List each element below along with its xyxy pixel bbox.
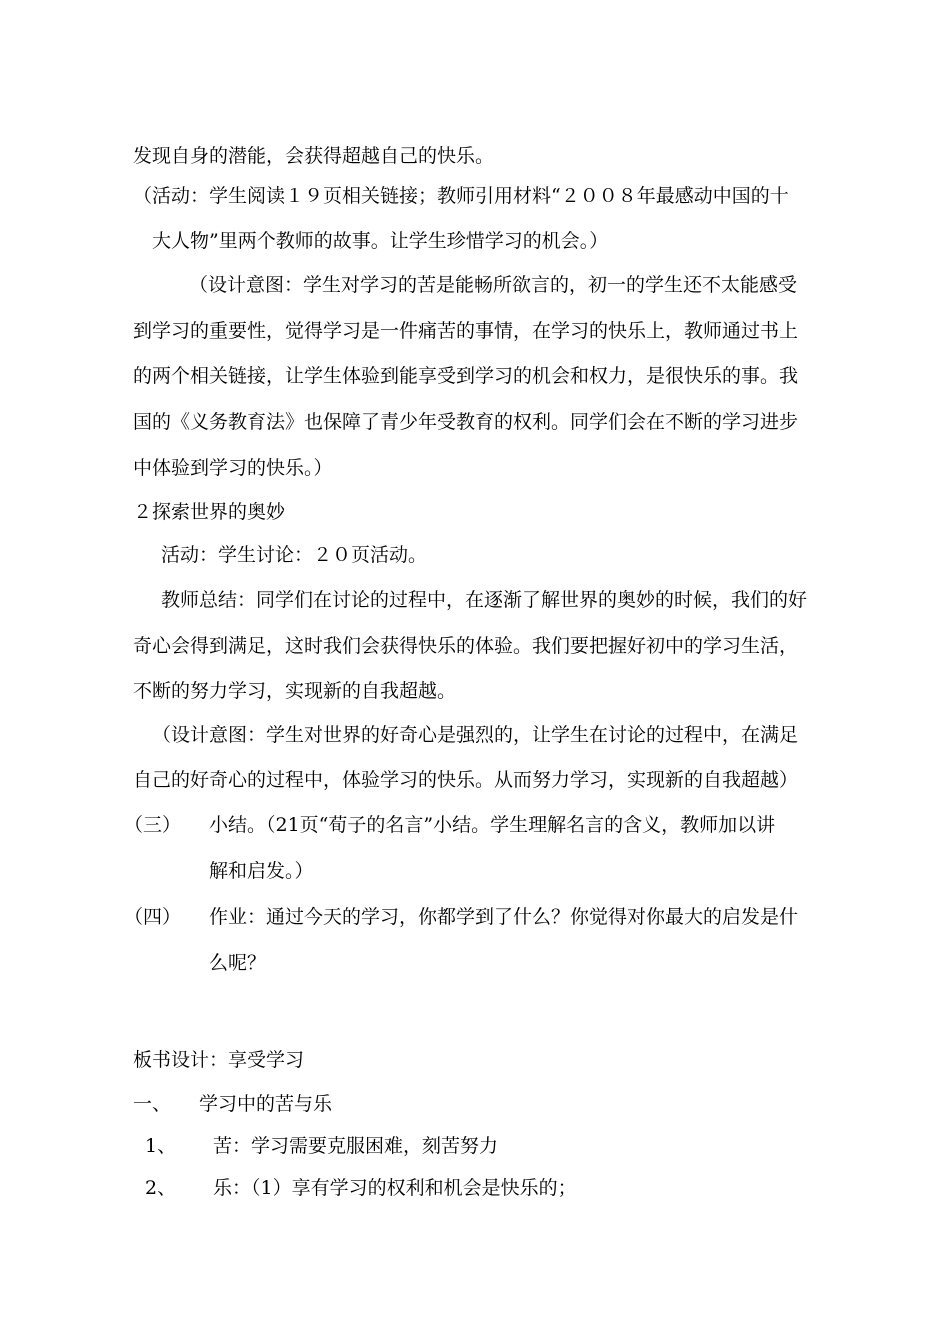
paragraph-line: （活动：学生阅读１９页相关链接；教师引用材料“２００８年最感动中国的十 (133, 185, 789, 207)
list-item-text: 小结。（21页“荀子的名言”小结。学生理解名言的含义，教师加以讲 (209, 814, 776, 836)
list-marker: （四） (124, 906, 182, 928)
section-heading: ２探索世界的奥妙 (133, 501, 286, 523)
outline-item: 乐：（1）享有学习的权利和机会是快乐的； (213, 1177, 577, 1199)
paragraph-line: 中体验到学习的快乐。） (133, 457, 333, 479)
outline-marker: 2、 (145, 1177, 177, 1199)
outline-item: 苦：学习需要克服困难，刻苦努力 (213, 1135, 499, 1157)
paragraph-line: 活动：学生讨论：２０页活动。 (161, 544, 428, 566)
paragraph-line: （设计意图：学生对学习的苦是能畅所欲言的，初一的学生还不太能感受 (189, 274, 798, 296)
paragraph-line: 国的《义务教育法》也保障了青少年受教育的权利。同学们会在不断的学习进步 (133, 411, 799, 433)
paragraph-line: 自己的好奇心的过程中，体验学习的快乐。从而努力学习，实现新的自我超越） (133, 769, 799, 791)
list-item-text: 么呢？ (209, 952, 267, 974)
paragraph-line: 到学习的重要性，觉得学习是一件痛苦的事情，在学习的快乐上，教师通过书上 (133, 320, 799, 342)
list-item-text: 作业：通过今天的学习，你都学到了什么？你觉得对你最大的启发是什 (209, 906, 799, 928)
outline-heading: 学习中的苦与乐 (199, 1093, 333, 1115)
outline-marker: 一、 (133, 1093, 172, 1115)
outline-marker: 1、 (145, 1135, 177, 1157)
list-marker: （三） (124, 814, 182, 836)
list-item-text: 解和启发。） (209, 860, 314, 882)
paragraph-line: 发现自身的潜能，会获得超越自己的快乐。 (133, 145, 495, 167)
paragraph-line: 教师总结：同学们在讨论的过程中，在逐渐了解世界的奥妙的时候，我们的好 (161, 589, 808, 611)
board-title: 板书设计：享受学习 (133, 1049, 305, 1071)
paragraph-line: 不断的努力学习，实现新的自我超越。 (133, 680, 457, 702)
paragraph-line: （设计意图：学生对世界的好奇心是强烈的，让学生在讨论的过程中，在满足 (152, 724, 799, 746)
paragraph-line: 奇心会得到满足，这时我们会获得快乐的体验。我们要把握好初中的学习生活， (133, 635, 799, 657)
paragraph-line: 的两个相关链接，让学生体验到能享受到学习的机会和权力，是很快乐的事。我 (133, 365, 799, 387)
paragraph-line: 大人物”里两个教师的故事。让学生珍惜学习的机会。） (152, 230, 609, 252)
